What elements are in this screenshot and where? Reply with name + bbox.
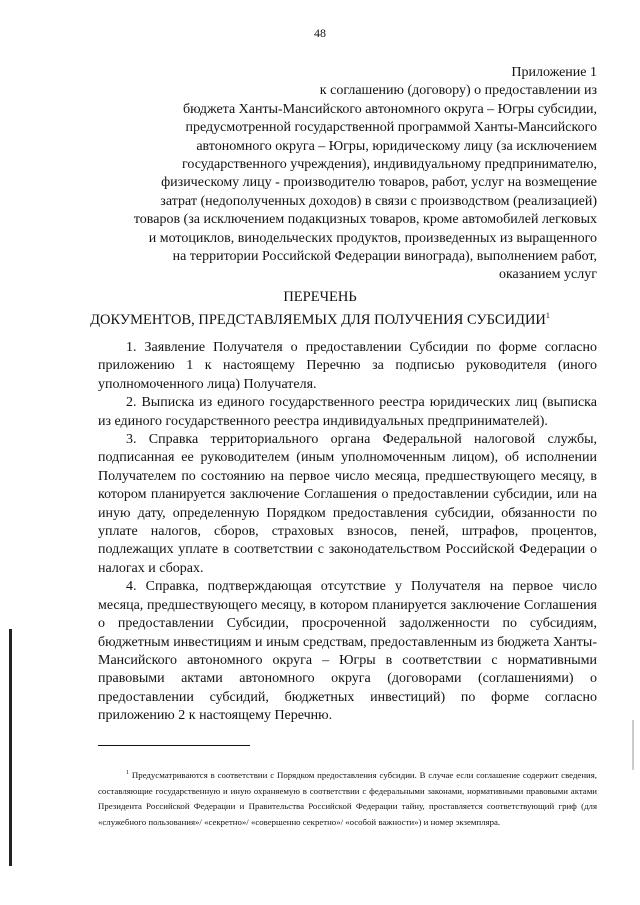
list-item: 2. Выписка из единого государственного реестра юридических лиц (выписка из единого государственного реестра индивидуальных предпринимателей). (98, 395, 597, 429)
title-line-2-text: ДОКУМЕНТОВ, ПРЕДСТАВЛЯЕМЫХ ДЛЯ ПОЛУЧЕНИЯ СУБСИДИИ (90, 311, 546, 328)
list-item: 3. Справка территориального органа Федеральной налоговой службы, подписанная ее руководителем (иным уполномоченным лицом), об исполнении Получателем по состоянию на первое число месяца, предшествующего месяцу, в котором планируется заключение Соглашения о предоставлении субсидии, или на иную дату, определенную Порядком предоставления субсидии, обязанности по уплате налогов, сборов, страховых взносов, пеней, штрафов, процентов, подлежащих уплате в соответствии с законодательством Российской Федерации о налогах и сборах. (98, 432, 597, 576)
appendix-line: предусмотренной государственной программой Ханты-Мансийского (185, 120, 597, 136)
scan-edge-mark (632, 720, 634, 770)
appendix-header (67, 64, 597, 285)
footnote (98, 766, 597, 831)
footnote-divider (98, 745, 250, 746)
appendix-line: бюджета Ханты-Мансийского автономного округа – Югры субсидии, (182, 101, 597, 117)
document-list (98, 339, 597, 726)
appendix-line: автономного округа – Югры, юридическому лицу (за исключением (196, 138, 597, 154)
title-footnote-mark: 1 (545, 310, 550, 320)
page-number: 48 (314, 26, 326, 40)
appendix-line: к соглашению (договору) о предоставлении из (319, 83, 597, 99)
title-line-1: ПЕРЕЧЕНЬ (283, 289, 357, 305)
list-item: 4. Справка, подтверждающая отсутствие у Получателя на первое число месяца, предшествующего месяцу, в котором планируется заключение Соглашения о предоставлении Субсидии, просроченной задолженности по субсидиям, бюджетным инвестициям и иным средствам, предоставленным из бюджета Ханты-Мансийского автономного округа – Югры в соответствии с нормативными правовыми актами автономного округа (договорами (соглашениями) о предоставлении субсидий, бюджетных инвестиций) по форме согласно приложению 2 к настоящему Перечню. (98, 579, 597, 724)
appendix-line: и мотоциклов, винодельческих продуктов, произведенных из выращенного (148, 230, 597, 246)
appendix-line: товаров (за исключением подакцизных товаров, кроме автомобилей легковых (133, 212, 597, 228)
list-item: 1. Заявление Получателя о предоставлении Субсидии по форме согласно приложению 1 к настоящему Перечню за подписью руководителя (иного уполномоченного лица) Получателя. (98, 340, 597, 392)
appendix-line: оказанием услуг (498, 267, 597, 283)
footnote-text: Предусматриваются в соответствии с Порядком предоставления субсидии. В случае если соглашение содержит сведения, составляющие государственную и иную охраняемую в соответствии с федеральными законами, нормативными правовыми актами Президента Российской Федерации и Правительства Российской Федерации тайну, проставляется соответствующий гриф (для «служебного пользования»/ «секретно»/ «совершенно секретно»/ «особой важности») и номер экземпляра. (98, 769, 597, 828)
document-title (60, 288, 580, 329)
scan-margin-bar (9, 629, 12, 866)
appendix-line: на территории Российской Федерации винограда), выполнением работ, (172, 249, 597, 265)
appendix-line: государственного учреждения), индивидуальному предпринимателю, (182, 157, 597, 173)
appendix-line: физическому лицу - производителю товаров, работ, услуг на возмещение (161, 175, 597, 191)
appendix-line: Приложение 1 (511, 65, 597, 80)
title-line-2 (60, 307, 580, 329)
footnote-mark: 1 (126, 770, 129, 776)
appendix-line: затрат (недополученных доходов) в связи с производством (реализацией) (160, 193, 597, 209)
